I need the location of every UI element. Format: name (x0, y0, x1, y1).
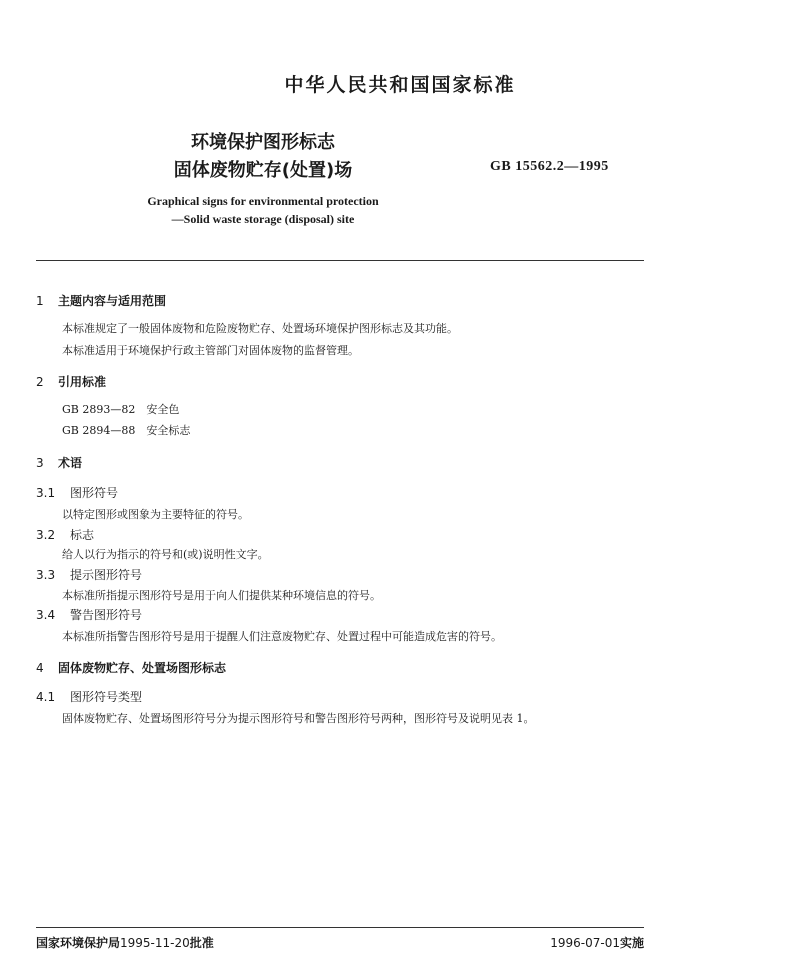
section-title: 术语 (58, 456, 83, 470)
clause-name: 图形符号类型 (70, 690, 143, 704)
term-3-3-heading (36, 566, 142, 583)
section-title: 主题内容与适用范围 (58, 294, 167, 308)
section-title: 固体废物贮存、处置场图形标志 (58, 661, 227, 675)
term-name: 提示图形符号 (70, 568, 143, 582)
effective-date: 1996-07-01 (550, 936, 620, 950)
section-number: 2 (36, 375, 44, 389)
term-name: 标志 (70, 528, 95, 542)
section-4-heading (36, 659, 226, 676)
issuing-authority: 国家环境保护局 (36, 936, 121, 950)
term-3-2-heading (36, 526, 94, 543)
term-number: 3.3 (36, 568, 56, 582)
section-1-heading (36, 292, 166, 309)
approval-line (36, 934, 214, 951)
effective-line (550, 934, 644, 951)
national-standard-heading: 中华人民共和国国家标准 (284, 74, 516, 96)
standard-number-text: GB 15562.2—1995 (490, 159, 609, 174)
section-2-heading (36, 373, 106, 390)
effective-word: 实施 (619, 936, 644, 950)
standard-title-line2: 固体废物贮存(处置)场 (173, 160, 353, 181)
section-number: 3 (36, 456, 44, 470)
issue-word: 批准 (189, 936, 214, 950)
term-number: 3.1 (36, 486, 56, 500)
section-number: 1 (36, 294, 44, 308)
term-3-4-heading (36, 606, 142, 623)
header-divider (36, 260, 644, 261)
term-3-4-definition: 本标准所指警告图形符号是用于提醒人们注意废物贮存、处置过程中可能造成危害的符号。 (62, 630, 502, 643)
term-3-1-definition: 以特定图形或图象为主要特征的符号。 (62, 508, 249, 521)
standard-number (490, 158, 609, 175)
issue-date: 1995-11-20 (120, 936, 190, 950)
section-title: 引用标准 (58, 375, 107, 389)
term-3-3-definition: 本标准所指提示图形符号是用于向人们提供某种环境信息的符号。 (62, 589, 381, 602)
term-number: 3.4 (36, 608, 56, 622)
term-number: 3.2 (36, 528, 56, 542)
standard-title-line1: 环境保护图形标志 (191, 132, 335, 153)
term-3-1-heading (36, 484, 118, 501)
term-name: 图形符号 (70, 486, 119, 500)
clause-4-1-heading (36, 688, 142, 705)
section-3-heading (36, 454, 82, 471)
footer-divider (36, 927, 644, 928)
term-name: 警告图形符号 (70, 608, 143, 622)
section-1-paragraph-2: 本标准适用于环境保护行政主管部门对固体废物的监督管理。 (62, 344, 359, 357)
english-title-line2: —Solid waste storage (disposal) site (171, 212, 355, 226)
clause-number: 4.1 (36, 690, 56, 704)
english-title-line1: Graphical signs for environmental protection (147, 194, 379, 208)
section-1-paragraph-1: 本标准规定了一般固体废物和危险废物贮存、处置场环境保护图形标志及其功能。 (62, 322, 458, 335)
clause-4-1-text: 固体废物贮存、处置场图形符号分为提示图形符号和警告图形符号两种，图形符号及说明见表 1。 (62, 712, 535, 725)
reference-standard-item: GB 2893—82 安全色 (62, 403, 180, 416)
section-number: 4 (36, 661, 44, 675)
reference-standard-item: GB 2894—88 安全标志 (62, 424, 191, 437)
term-3-2-definition: 给人以行为指示的符号和(或)说明性文字。 (62, 548, 269, 561)
